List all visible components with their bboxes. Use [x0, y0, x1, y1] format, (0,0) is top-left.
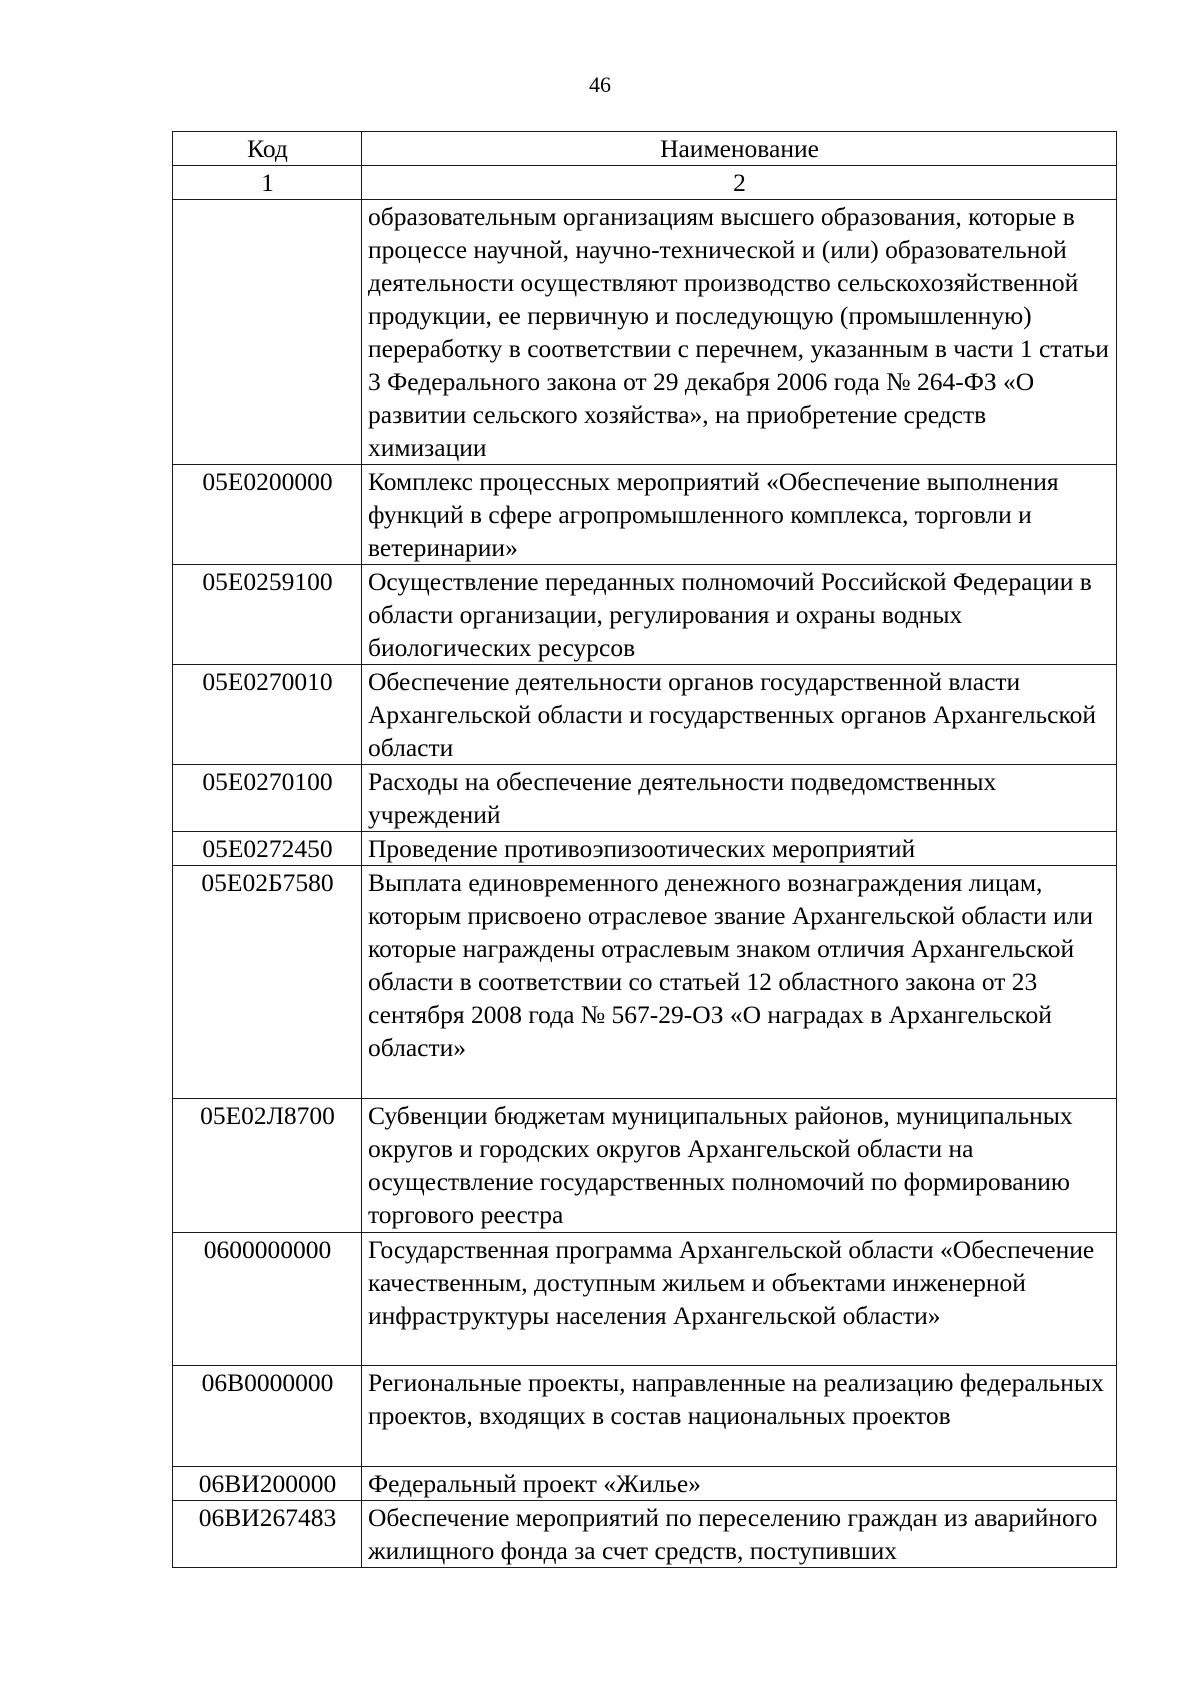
row-name: Выплата единовременного денежного вознаграждения лицам, которым присвоено отраслевое звание Архангельской области или которые награждены отраслевым знаком отличия Архангельской области в соответствии со статьей 12 областного закона от 23 сентября 2008 года № 567-29-ОЗ «О наградах в Архангельской области»: [362, 866, 1117, 1099]
row-code: 05Е0270100: [173, 765, 362, 832]
row-code: 06ВИ267483: [173, 1501, 362, 1568]
row-name: образовательным организациям высшего образования, которые в процессе научной, научно-технической и (или) образовательной деятельности осуществляют производство сельскохозяйственной продукции, ее первичную и последующую (промышленную) переработку в соответствии с перечнем, указанным в части 1 статьи 3 Федерального закона от 29 декабря 2006 года № 264-ФЗ «О развитии сельского хозяйства», на приобретение средств химизации: [362, 200, 1117, 465]
table-header-row: [173, 132, 1117, 166]
table-row: [173, 665, 1117, 765]
column-number-name: 2: [362, 166, 1117, 200]
row-name: Субвенции бюджетам муниципальных районов, муниципальных округов и городских округов Архангельской области на осуществление государственных полномочий по формированию торгового реестра: [362, 1099, 1117, 1233]
row-name: Государственная программа Архангельской области «Обеспечение качественным, доступным жильем и объектами инженерной инфраструктуры населения Архангельской области»: [362, 1233, 1117, 1366]
table-row: [173, 1233, 1117, 1366]
row-name: Проведение противоэпизоотических мероприятий: [362, 832, 1117, 866]
row-code: 05Е02Л8700: [173, 1099, 362, 1233]
header-code: Код: [173, 132, 362, 166]
row-code: 05Е0270010: [173, 665, 362, 765]
row-name: Осуществление переданных полномочий Российской Федерации в области организации, регулирования и охраны водных биологических ресурсов: [362, 565, 1117, 665]
table-row: [173, 1099, 1117, 1233]
table-row: [173, 1467, 1117, 1501]
row-code: 05Е02Б7580: [173, 866, 362, 1099]
row-code: 05Е0259100: [173, 565, 362, 665]
row-code: 05Е0272450: [173, 832, 362, 866]
table-row: [173, 200, 1117, 465]
column-number-code: 1: [173, 166, 362, 200]
row-name: Комплекс процессных мероприятий «Обеспечение выполнения функций в сфере агропромышленного комплекса, торговли и ветеринарии»: [362, 465, 1117, 565]
table-row: [173, 565, 1117, 665]
row-name: Обеспечение мероприятий по переселению граждан из аварийного жилищного фонда за счет средств, поступивших: [362, 1501, 1117, 1568]
row-code: [173, 200, 362, 465]
table-row: [173, 765, 1117, 832]
table-row: [173, 832, 1117, 866]
table-row: [173, 1366, 1117, 1467]
row-code: 0600000000: [173, 1233, 362, 1366]
row-name: Региональные проекты, направленные на реализацию федеральных проектов, входящих в состав национальных проектов: [362, 1366, 1117, 1467]
row-code: 05Е0200000: [173, 465, 362, 565]
header-name: Наименование: [362, 132, 1117, 166]
column-number-row: [173, 166, 1117, 200]
row-code: 06В0000000: [173, 1366, 362, 1467]
table-row: [173, 465, 1117, 565]
table-row: [173, 1501, 1117, 1568]
page-number: 46: [589, 72, 611, 97]
row-name: Расходы на обеспечение деятельности подведомственных учреждений: [362, 765, 1117, 832]
budget-code-table: [172, 131, 1117, 1568]
row-name: Обеспечение деятельности органов государственной власти Архангельской области и государственных органов Архангельской области: [362, 665, 1117, 765]
row-name: Федеральный проект «Жилье»: [362, 1467, 1117, 1501]
row-code: 06ВИ200000: [173, 1467, 362, 1501]
table-row: [173, 866, 1117, 1099]
